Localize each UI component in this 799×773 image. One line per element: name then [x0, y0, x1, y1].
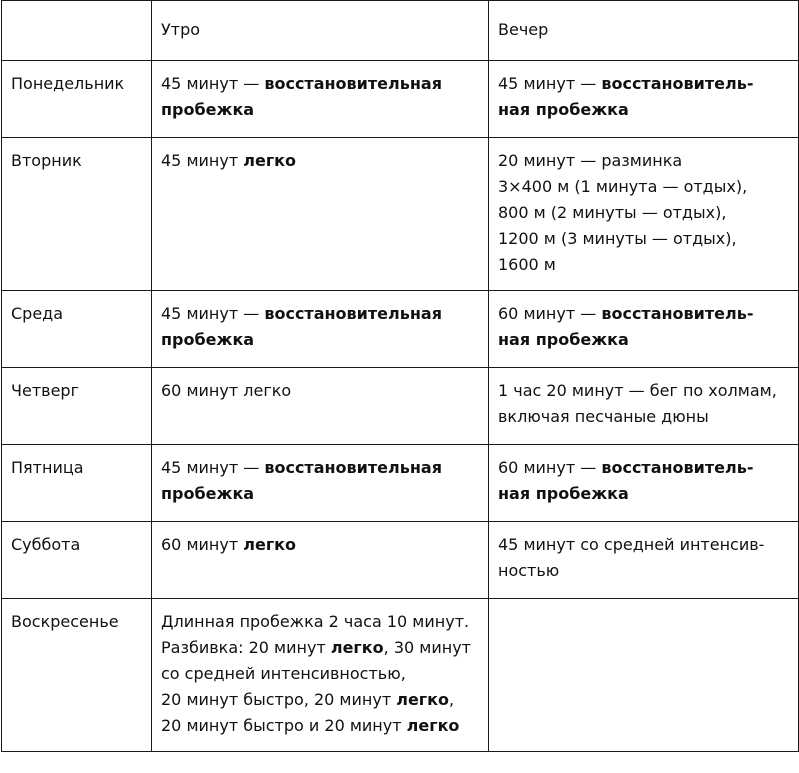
bold-text: восстановительная [264, 458, 442, 477]
cell-line [161, 532, 480, 558]
evening-cell [489, 291, 799, 368]
day-cell: Пятница [2, 445, 152, 522]
cell-line [161, 148, 480, 174]
cell-line [161, 378, 480, 404]
text: 45 минут — [161, 458, 265, 477]
cell-line [498, 327, 790, 353]
bold-text: легко [243, 151, 297, 170]
bold-text: восстановитель- [601, 458, 754, 477]
bold-text: восстановитель- [601, 304, 754, 323]
training-schedule-table [1, 0, 799, 752]
text: ностью [498, 561, 560, 580]
bold-text: легко [330, 638, 384, 657]
table-row [2, 368, 799, 445]
header-row [2, 1, 799, 61]
day-cell: Среда [2, 291, 152, 368]
text: 45 минут — [498, 74, 602, 93]
text: 45 минут со средней интенсив- [498, 535, 765, 554]
evening-cell [489, 599, 799, 752]
table-row [2, 445, 799, 522]
text: Разбивка: 20 минут [161, 638, 331, 657]
header-morning: Утро [152, 1, 489, 61]
text: , [449, 690, 455, 709]
text: включая песчаные дюны [498, 407, 709, 426]
text: 20 минут — разминка [498, 151, 683, 170]
cell-line [161, 713, 480, 739]
cell-line [498, 532, 790, 558]
bold-text: восстановительная [264, 74, 442, 93]
evening-cell [489, 61, 799, 138]
table-row [2, 522, 799, 599]
table-row [2, 599, 799, 752]
header-evening: Вечер [489, 1, 799, 61]
cell-line [498, 226, 790, 252]
bold-text: пробежка [161, 484, 255, 503]
table-row [2, 138, 799, 291]
day-cell: Четверг [2, 368, 152, 445]
morning-cell [152, 138, 489, 291]
text: , 30 минут [383, 638, 471, 657]
cell-line [498, 481, 790, 507]
cell-line [161, 301, 480, 327]
day-cell: Вторник [2, 138, 152, 291]
bold-text: ная пробежка [498, 484, 629, 503]
cell-line [498, 301, 790, 327]
text: 60 минут легко [161, 381, 292, 400]
cell-line [498, 558, 790, 584]
text: 45 минут [161, 151, 244, 170]
cell-line [161, 97, 480, 123]
cell-line [161, 327, 480, 353]
text: 60 минут — [498, 458, 602, 477]
cell-line [161, 687, 480, 713]
cell-line [498, 378, 790, 404]
bold-text: пробежка [161, 330, 255, 349]
cell-line [498, 404, 790, 430]
text: 20 минут быстро, 20 минут [161, 690, 397, 709]
text: 1200 м (3 минуты — отдых), [498, 229, 737, 248]
text: 45 минут — [161, 74, 265, 93]
morning-cell [152, 291, 489, 368]
cell-line [498, 455, 790, 481]
text: 60 минут [161, 535, 244, 554]
evening-cell [489, 522, 799, 599]
table-row [2, 61, 799, 138]
cell-line [498, 148, 790, 174]
cell-line [161, 635, 480, 661]
bold-text: пробежка [161, 100, 255, 119]
bold-text: ная пробежка [498, 100, 629, 119]
text: 60 минут — [498, 304, 602, 323]
text: 1 час 20 минут — бег по холмам, [498, 381, 777, 400]
cell-line [161, 71, 480, 97]
text: Длинная пробежка 2 часа 10 минут. [161, 612, 470, 631]
bold-text: восстановительная [264, 304, 442, 323]
text: 1600 м [498, 255, 556, 274]
evening-cell [489, 445, 799, 522]
cell-line [161, 481, 480, 507]
cell-line [498, 71, 790, 97]
bold-text: легко [406, 716, 460, 735]
bold-text: легко [243, 535, 297, 554]
cell-line [161, 455, 480, 481]
cell-line [161, 661, 480, 687]
bold-text: ная пробежка [498, 330, 629, 349]
text: 3×400 м (1 минута — отдых), [498, 177, 748, 196]
morning-cell [152, 522, 489, 599]
cell-line [498, 200, 790, 226]
morning-cell [152, 61, 489, 138]
morning-cell [152, 445, 489, 522]
cell-line [498, 252, 790, 278]
text: 800 м (2 минуты — отдых), [498, 203, 727, 222]
cell-line [498, 174, 790, 200]
day-cell: Понедельник [2, 61, 152, 138]
evening-cell [489, 368, 799, 445]
cell-line [161, 609, 480, 635]
day-cell: Воскресенье [2, 599, 152, 752]
evening-cell [489, 138, 799, 291]
text: со средней интенсивностью, [161, 664, 406, 683]
bold-text: восстановитель- [601, 74, 754, 93]
day-cell: Суббота [2, 522, 152, 599]
cell-line [498, 97, 790, 123]
table-row [2, 291, 799, 368]
text: 45 минут — [161, 304, 265, 323]
header-day [2, 1, 152, 61]
morning-cell [152, 368, 489, 445]
bold-text: легко [396, 690, 450, 709]
morning-cell [152, 599, 489, 752]
text: 20 минут быстро и 20 минут [161, 716, 407, 735]
